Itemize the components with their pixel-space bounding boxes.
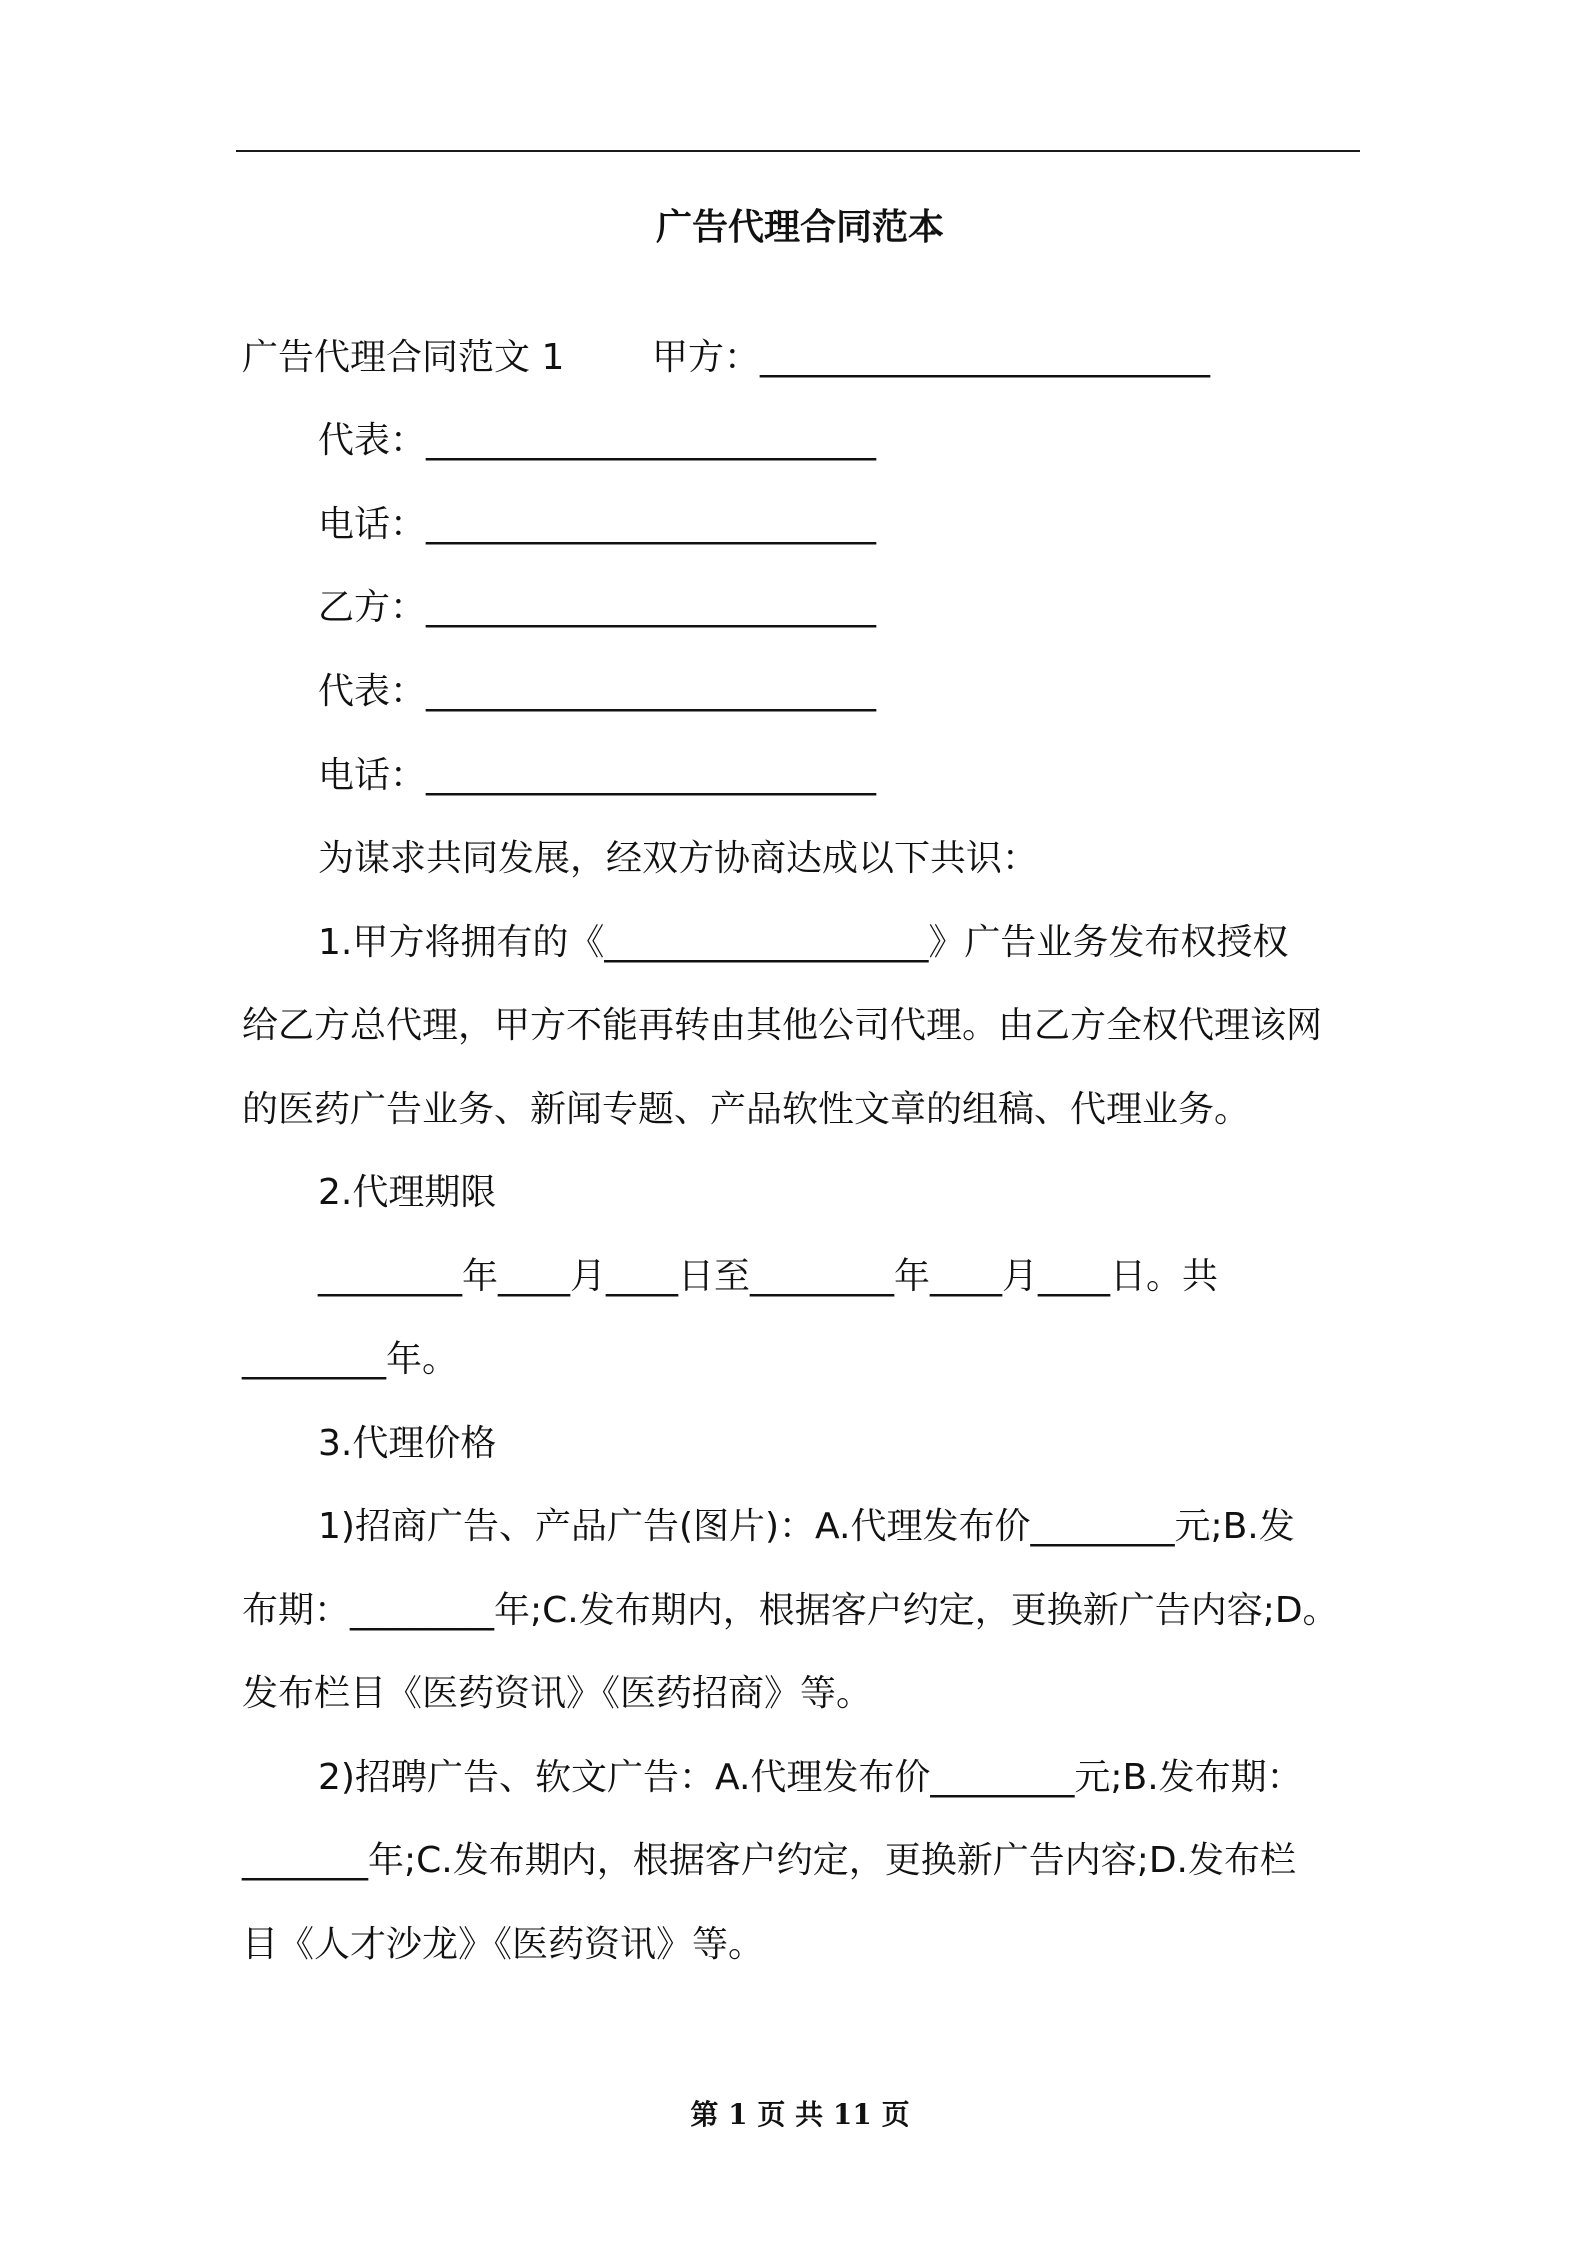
clause-2-heading: 2.代理期限 xyxy=(318,1172,497,1213)
clause-3-1-line-3: 发布栏目《医药资讯》《医药招商》等。 xyxy=(242,1673,873,1714)
clause-3-1-line-2: 布期：________年;C.发布期内，根据客户约定，更换新广告内容;D。 xyxy=(242,1590,1339,1631)
clause-1-line-3: 的医药广告业务、新闻专题、产品软性文章的组稿、代理业务。 xyxy=(242,1089,1251,1130)
clause-2-line-2: ________年。 xyxy=(242,1339,459,1380)
clause-2-line-1: ________年____月____日至________年____月____日。共 xyxy=(318,1256,1219,1297)
phone-b-field: 电话：_________________________ xyxy=(318,755,877,796)
clause-1-line-2: 给乙方总代理，甲方不能再转由其他公司代理。由乙方全权代理该网 xyxy=(242,1005,1323,1046)
document-title: 广告代理合同范本 xyxy=(655,207,944,248)
clause-3-2-line-1: 2)招聘广告、软文广告：A.代理发布价________元;B.发布期： xyxy=(318,1757,1303,1798)
paragraph-intro: 为谋求共同发展，经双方协商达成以下共识： xyxy=(318,838,1039,879)
clause-3-2-line-3: 目《人才沙龙》《医药资讯》等。 xyxy=(242,1924,765,1965)
clause-1-line-1: 1.甲方将拥有的《__________________》广告业务发布权授权 xyxy=(318,922,1289,963)
page-footer: 第 1 页 共 11 页 xyxy=(690,2098,910,2131)
party-b-field: 乙方：_________________________ xyxy=(318,587,877,628)
header-rule xyxy=(236,150,1360,152)
clause-3-1-line-1: 1)招商广告、产品广告(图片)：A.代理发布价________元;B.发 xyxy=(318,1506,1295,1547)
representative-b-field: 代表：_________________________ xyxy=(318,671,877,712)
clause-3-heading: 3.代理价格 xyxy=(318,1423,497,1464)
party-a-field: 甲方：_________________________ xyxy=(652,337,1211,378)
phone-a-field: 电话：_________________________ xyxy=(318,504,877,545)
clause-3-2-line-2: _______年;C.发布期内，根据客户约定，更换新广告内容;D.发布栏 xyxy=(242,1840,1297,1881)
section-heading: 广告代理合同范文 1 xyxy=(242,337,565,378)
representative-a-field: 代表：_________________________ xyxy=(318,420,877,461)
